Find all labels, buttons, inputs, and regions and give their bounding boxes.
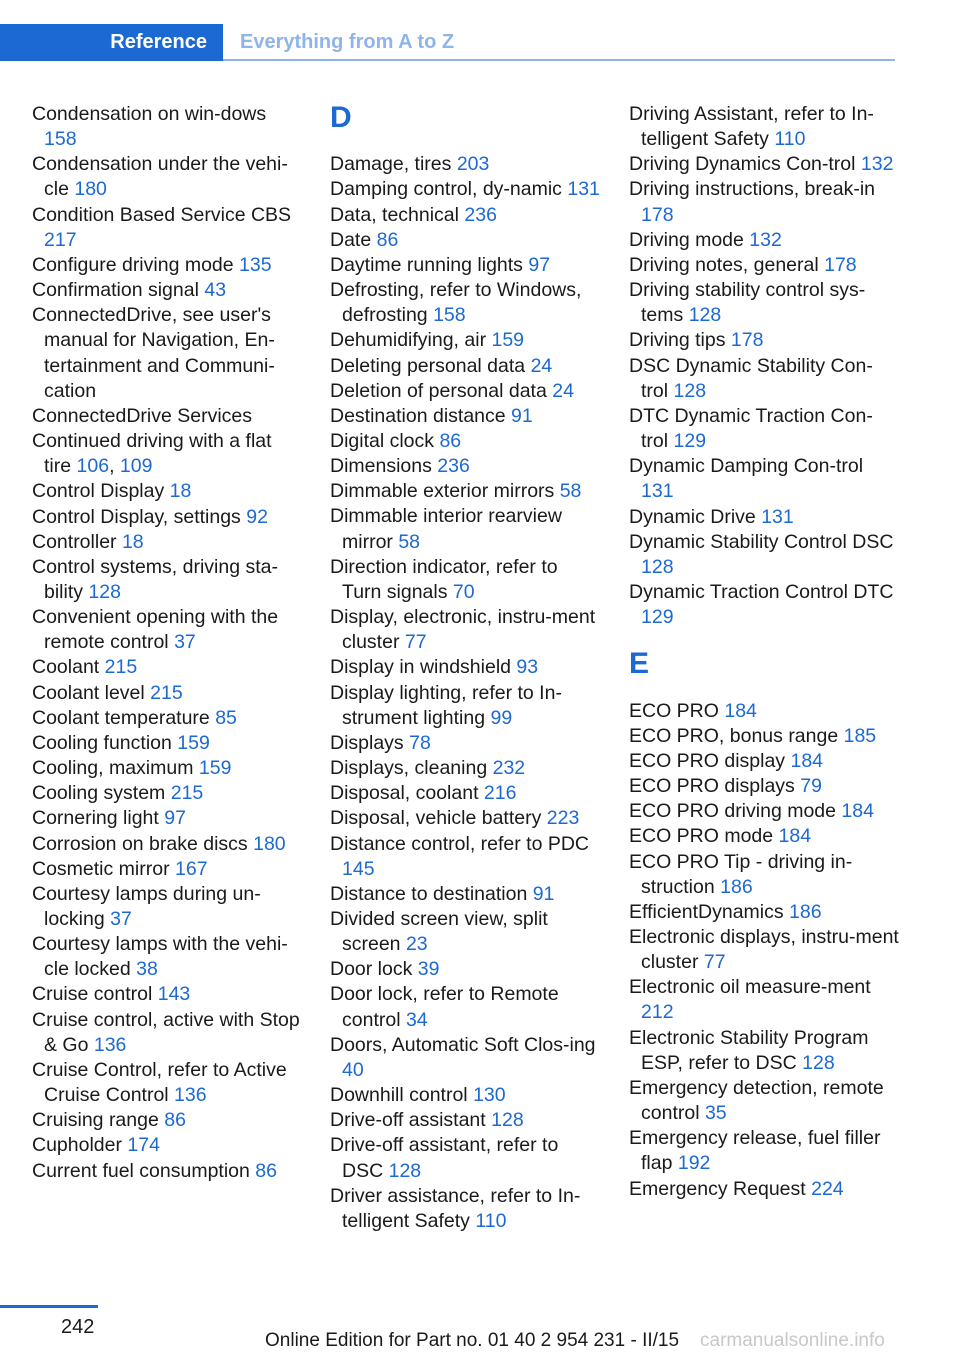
page-link[interactable]: 186 [789,900,822,923]
index-term: Dimmable exterior mirrors [330,480,560,503]
header-rule [223,59,895,61]
page-link[interactable]: 178 [641,203,674,226]
index-entry [32,832,302,857]
index-entry [629,1177,899,1202]
index-term: ConnectedDrive Services [32,404,253,427]
index-term: Current fuel consumption [32,1159,256,1182]
page-link[interactable]: 37 [174,631,196,654]
index-entry [629,1026,899,1076]
index-entry [629,925,899,975]
index-term: Displays [330,731,410,754]
index-term: Display lighting, refer to In-strument lighting [330,681,562,729]
index-entry [330,479,600,504]
index-term: Electronic Stability Program ESP, refer to DSC [629,1026,869,1074]
index-entry [32,655,302,680]
page-link[interactable]: 92 [246,505,268,528]
index-entry [330,152,600,177]
page-link[interactable]: 131 [567,178,600,201]
page-link[interactable]: 132 [749,228,782,251]
index-entry [330,328,600,353]
index-term: Coolant temperature [32,706,216,729]
index-entry [629,850,899,900]
index-term: Driving tips [629,329,731,352]
page-link[interactable]: 40 [342,1058,364,1081]
page-header [0,24,895,62]
index-term: Courtesy lamps during un-locking [32,882,261,930]
page-link[interactable]: 167 [175,857,208,880]
index-term: Cornering light [32,807,165,830]
page-link[interactable]: 128 [491,1109,524,1132]
page-link[interactable]: 79 [800,775,822,798]
index-entry [330,681,600,731]
page-link[interactable]: 97 [528,253,551,276]
index-term: Dehumidifying, air [330,329,492,352]
page-link[interactable]: 130 [473,1084,506,1107]
index-term: Disposal, vehicle battery [330,807,547,830]
index-entry [330,1108,600,1133]
page-link[interactable]: 131 [761,505,794,528]
index-entry [629,278,899,328]
index-term: Damping control, dy-namic [330,178,568,201]
page-link[interactable]: 91 [532,882,555,905]
page-link[interactable]: 145 [342,857,375,880]
page-link[interactable]: 128 [688,304,722,327]
index-term: Cooling system [32,782,171,805]
index-term: Divided screen view, split screen [330,907,548,956]
index-term: ECO PRO displays [629,775,801,798]
index-term: Dynamic Stability Control DSC [629,530,894,553]
index-entry [32,303,302,404]
index-entry [330,253,600,278]
index-column-2 [330,102,600,1234]
section-gap [629,630,899,648]
index-entry [629,177,899,227]
index-term: Condensation on win-dows [32,103,267,125]
page-link[interactable]: 93 [516,656,539,679]
edition-line: Online Edition for Part no. 01 40 2 954 231 - II/15 [265,1330,680,1351]
index-entry [330,278,600,328]
index-term: Dimensions [330,455,438,478]
index-entry [330,832,600,882]
index-term: Daytime running lights [330,253,529,276]
index-term: Emergency release, fuel filler flap [629,1127,881,1175]
page-link[interactable]: 159 [177,731,210,754]
page-link[interactable]: 85 [215,706,237,729]
index-term: Drive-off assistant [330,1109,492,1132]
index-column-1 [32,102,302,1184]
section-subtitle: Everything from A to Z [240,31,455,53]
index-entry [330,1083,600,1108]
index-entry [629,354,899,404]
index-term: Emergency detection, remote control [629,1076,884,1125]
index-term: Coolant level [32,681,151,704]
page-link[interactable]: 180 [74,178,107,201]
page-link[interactable]: 236 [437,455,470,478]
index-term: Courtesy lamps with the vehi-cle locked [32,933,288,981]
page-link[interactable]: 178 [730,329,764,352]
page-link[interactable]: 86 [255,1159,277,1182]
page-link[interactable]: 131 [641,480,674,503]
index-entry [32,479,302,504]
index-term: Drive-off assistant, refer to DSC [330,1134,559,1182]
page-link[interactable]: 184 [841,800,874,823]
index-entry [629,328,899,353]
index-term: Convenient opening with the remote control [32,606,279,654]
index-term: Cupholder [32,1134,128,1157]
page-link[interactable]: 236 [464,203,497,226]
index-term: Deletion of personal data [330,379,553,402]
page-link[interactable]: 58 [398,530,421,553]
page-link[interactable]: 39 [417,958,440,981]
page-link[interactable]: 223 [546,807,580,830]
index-term: Dynamic Damping Con-trol [629,455,864,478]
index-entry [629,724,899,749]
page-link[interactable]: 24 [552,379,574,402]
index-entry [330,957,600,982]
page-link[interactable]: 97 [164,807,186,830]
page-link[interactable]: 217 [44,228,77,251]
page-link[interactable]: 186 [720,875,753,898]
index-entry [330,982,600,1032]
page-link[interactable]: 184 [778,825,812,848]
index-entry [32,1058,302,1108]
index-entry [32,882,302,932]
page-link[interactable]: 91 [511,404,533,427]
page-link[interactable]: 216 [483,782,517,805]
index-term: Cruise Control, refer to Active Cruise Control [32,1058,287,1107]
page-link[interactable]: 212 [641,1001,674,1024]
page-link[interactable]: 34 [405,1008,428,1031]
page-link[interactable]: 18 [169,480,192,503]
index-term: Cooling, maximum [32,757,199,780]
index-entry [330,555,600,605]
index-term: Cooling function [32,731,178,754]
page-link[interactable]: 109 [119,455,153,478]
index-entry [330,731,600,756]
index-entry [629,505,899,530]
index-term: ConnectedDrive, see user's manual for Navigation, En-tertainment and Communi-cation [32,304,275,402]
index-entry [32,1159,302,1184]
index-entry [629,404,899,454]
index-entry [32,932,302,982]
index-entry [330,907,600,957]
index-entry [330,454,600,479]
index-entry [330,379,600,404]
index-term: Dimmable interior rearview mirror [330,505,562,553]
page-link[interactable]: 136 [174,1084,207,1107]
index-term: Cruise control [32,983,158,1006]
page-link[interactable]: 86 [376,228,399,251]
index-entry [330,429,600,454]
index-term: Cruise control, active with Stop & Go [32,1008,300,1056]
page-link[interactable]: 136 [93,1033,127,1056]
index-entry [32,857,302,882]
index-entry [330,605,600,655]
page-link[interactable]: 159 [491,329,525,352]
index-term: Driving notes, general [629,253,825,276]
page-link[interactable]: 128 [641,555,674,578]
page-link[interactable]: 132 [860,153,894,176]
index-term: Direction indicator, refer to Turn signals [330,555,558,603]
index-entry [629,1076,899,1126]
index-entry [32,429,302,479]
watermark: carmanualsonline.info [700,1330,885,1351]
index-entry [32,681,302,706]
index-term: Corrosion on brake discs [32,832,254,855]
index-term: Distance to destination [330,882,533,905]
index-term: Downhill control [330,1084,474,1107]
page-link[interactable]: 174 [127,1134,160,1157]
index-entry [629,900,899,925]
index-term: Control Display, settings [32,505,247,528]
index-term: Driver assistance, refer to In-telligent Safety [330,1184,581,1232]
index-entry [629,102,899,152]
page-link[interactable]: 184 [724,699,757,722]
page-link[interactable]: 43 [204,279,227,302]
index-term: Displays, cleaning [330,757,493,780]
page-link[interactable]: 128 [673,379,707,402]
index-entry [32,253,302,278]
page-link[interactable]: 110 [774,128,806,151]
page-link[interactable]: 18 [121,530,144,553]
index-entry [629,454,899,504]
page-link[interactable]: 58 [559,480,582,503]
page-link[interactable]: 158 [433,304,466,327]
index-entry [330,177,600,202]
index-entry [32,530,302,555]
index-term: ECO PRO driving mode [629,800,842,823]
index-term: Digital clock [330,430,440,453]
page-link[interactable]: 23 [405,933,428,956]
index-term: Display in windshield [330,656,517,679]
page-link[interactable]: 143 [157,983,191,1006]
index-term: Cosmetic mirror [32,857,176,880]
page-link[interactable]: 184 [790,749,824,772]
index-letter-heading: E [629,647,650,681]
index-entry [629,253,899,278]
index-entry [629,824,899,849]
section-tab: Reference [0,24,223,61]
page-number: 242 [61,1316,95,1338]
index-entry [629,699,899,724]
index-entry [32,505,302,530]
index-entry [330,228,600,253]
page-link[interactable]: 203 [456,153,490,176]
index-term: Driving mode [629,228,750,251]
index-term: Door lock [330,958,418,981]
index-term: Driving Dynamics Con-trol [629,153,861,176]
index-term: Destination distance [330,404,512,427]
index-entry [330,404,600,429]
index-entry [32,781,302,806]
page-link[interactable]: 215 [150,681,183,704]
page-link[interactable]: 24 [530,354,553,377]
index-term: Confirmation signal [32,279,205,302]
page-link[interactable]: 110 [475,1209,507,1232]
index-term: Controller [32,530,122,553]
page-link[interactable]: 158 [44,128,77,151]
footer-rule [0,1305,98,1308]
index-entry [629,228,899,253]
page-link[interactable]: 106 [76,455,110,478]
index-term: Data, technical [330,203,465,226]
page-link[interactable]: 78 [409,731,431,754]
index-entry [629,799,899,824]
index-entry [629,1126,899,1176]
page-link[interactable]: 38 [136,958,158,981]
page-link[interactable]: 77 [703,951,726,974]
index-term: Doors, Automatic Soft Clos-ing [330,1033,596,1056]
index-term: Emergency Request [629,1177,812,1200]
index-entry [32,404,302,429]
index-term: Door lock, refer to Remote control [330,983,559,1031]
index-term: Condition Based Service CBS [32,203,292,226]
page-link[interactable]: 215 [104,656,138,679]
index-entry [32,102,302,152]
index-term: Control Display [32,480,170,503]
index-entry [32,278,302,303]
index-entry [330,655,600,680]
index-entry [32,1108,302,1133]
index-entry [330,1133,600,1183]
index-term: Disposal, coolant [330,782,484,805]
index-term: Electronic displays, instru-ment cluster [629,925,899,974]
index-entry [330,806,600,831]
index-term: EfficientDynamics [629,900,790,923]
index-term: Dynamic Traction Control DTC [629,580,894,603]
index-term: Cruising range [32,1109,165,1132]
index-term: Deleting personal data [330,354,531,377]
index-term: Driving instructions, break-in [629,178,876,201]
page-link[interactable]: 129 [673,430,707,453]
index-term: ECO PRO, bonus range [629,724,844,747]
index-entry [629,152,899,177]
page-link[interactable]: 192 [677,1152,711,1175]
index-column-3 [629,102,899,1202]
index-entry [330,203,600,228]
index-entry [32,605,302,655]
page-link[interactable]: 128 [802,1051,835,1074]
page-link[interactable]: 77 [404,631,427,654]
index-entry [629,530,899,580]
index-term: DTC Dynamic Traction Con-trol [629,404,873,453]
index-entry [629,749,899,774]
index-entry [32,806,302,831]
index-term: Condensation under the vehi-cle [32,153,288,201]
index-term: Defrosting, refer to Windows, defrosting [330,279,582,327]
page-link[interactable]: 99 [490,706,513,729]
index-entry [32,731,302,756]
index-letter-heading: D [330,101,352,134]
page-link[interactable]: 180 [253,832,286,855]
index-term: Control systems, driving sta-bility [32,555,278,603]
index-entry [32,555,302,605]
page-link[interactable]: 128 [388,1159,422,1182]
index-term: Driving Assistant, refer to In-telligent Safety [629,103,874,151]
index-term: Date [330,228,377,251]
page-link[interactable]: 224 [811,1177,844,1200]
index-entry [32,203,302,253]
index-term: Dynamic Drive [629,505,762,528]
index-term: Configure driving mode [32,253,240,276]
index-entry [330,882,600,907]
index-entry [32,1133,302,1158]
index-term: ECO PRO [629,699,725,722]
index-term: Display, electronic, instru-ment cluster [330,606,596,654]
page-link[interactable]: 86 [164,1109,186,1132]
page-link[interactable]: 178 [824,253,857,276]
page-link[interactable]: 129 [641,606,674,629]
index-entry [330,1033,600,1083]
index-entry [32,152,302,202]
page-link[interactable]: 70 [452,580,475,603]
index-term: ECO PRO mode [629,825,779,848]
index-entry [32,756,302,781]
index-entry [330,504,600,554]
page-link[interactable]: 37 [110,908,132,930]
page-link[interactable]: 135 [239,253,272,276]
page-separator: , [109,455,120,478]
index-term: Distance control, refer to PDC [330,832,590,855]
index-entry [330,756,600,781]
index-term: Driving stability control sys-tems [629,279,866,327]
page-link[interactable]: 86 [439,430,462,453]
page-link[interactable]: 159 [198,757,232,780]
index-term: Continued driving with a flat tire [32,430,272,478]
index-entry [330,354,600,379]
index-entry [629,975,899,1025]
index-entry [330,781,600,806]
index-entry [32,1008,302,1058]
index-term: Coolant [32,656,105,679]
index-entry [32,706,302,731]
index-entry [629,774,899,799]
page-link[interactable]: 128 [88,580,121,603]
index-entry [629,580,899,630]
page-link[interactable]: 185 [843,724,877,747]
index-term: Damage, tires [330,153,457,176]
page-link[interactable]: 35 [704,1102,727,1125]
index-term: ECO PRO display [629,749,791,772]
page-link[interactable]: 215 [170,782,204,805]
index-entry [330,1184,600,1234]
index-term: ECO PRO Tip - driving in-struction [629,850,853,898]
index-term: Electronic oil measure-ment [629,976,871,999]
page-link[interactable]: 232 [492,757,526,780]
index-entry [32,982,302,1007]
index-term: DSC Dynamic Stability Con-trol [629,354,873,402]
